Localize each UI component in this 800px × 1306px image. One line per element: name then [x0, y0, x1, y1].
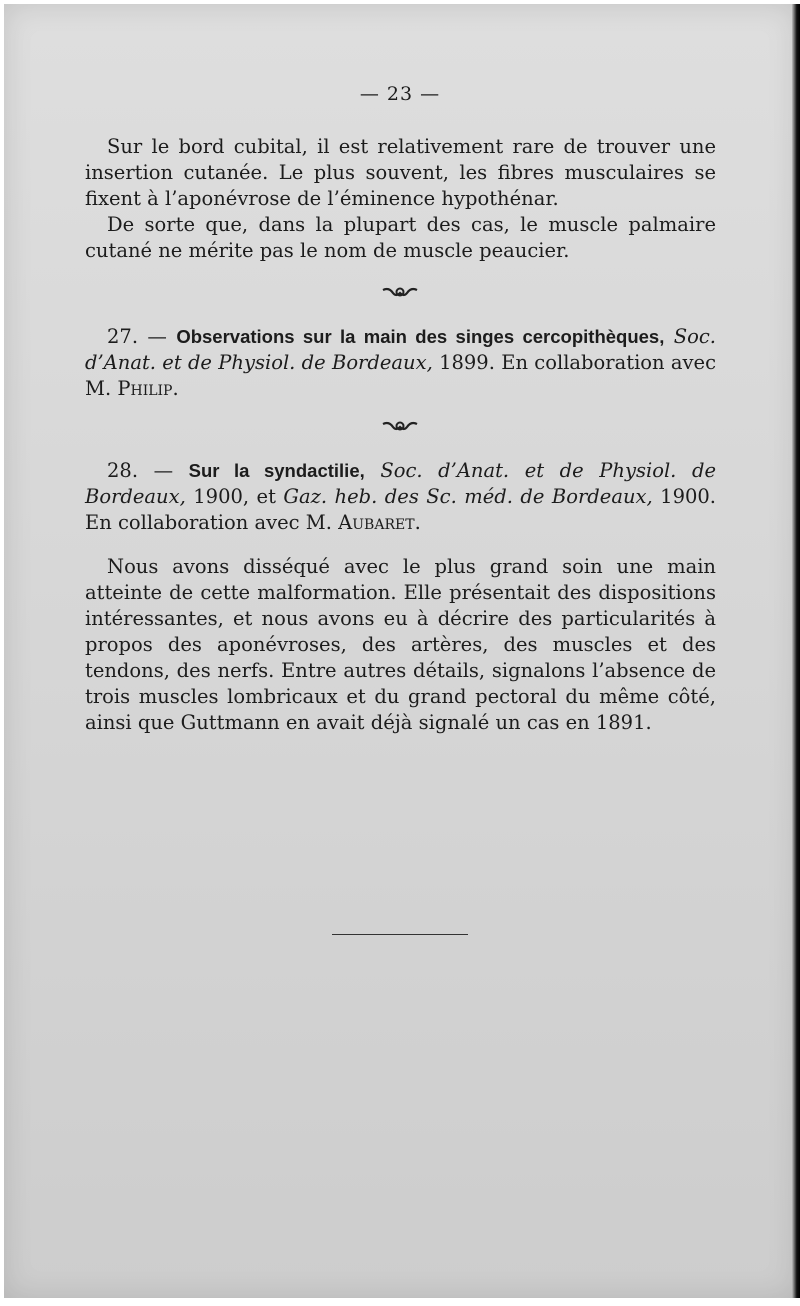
- entry-28-author: Aubaret: [338, 511, 415, 534]
- entry-28-journal2: Gaz. heb. des Sc. méd. de Bordeaux,: [283, 485, 653, 508]
- entry-27-rest: 1899. En collaboration avec M.: [85, 351, 716, 400]
- entry-27-author: Philip: [117, 377, 173, 400]
- intro-text: [85, 134, 716, 264]
- paragraph-3: Nous avons disséqué avec le plus grand soin une main atteinte de cette malformation. Elle présentait des dispositions intéressantes, et nous avons eu à décrire des particularités à propos des aponévroses, des artères, des muscles et des tendons, des nerfs. Entre autres détails, signalons l’absence de trois muscles lombricaux et du grand pectoral du même côté, ainsi que Guttmann en avait déjà signalé un cas en 1891.: [85, 555, 716, 734]
- entry-28-journal: Soc. d’Anat. et de Physiol. de Bordeaux,: [85, 459, 716, 508]
- ornament-2-icon: [4, 416, 796, 440]
- entry-28-mid: 1900, et: [185, 485, 284, 508]
- ornament-1-icon: [4, 282, 796, 306]
- page-edge: [792, 4, 800, 1298]
- document-page: [4, 4, 796, 1298]
- entry-27-title: Observations sur la main des singes cercopithèques,: [176, 326, 665, 347]
- entry-28-end: .: [414, 511, 421, 534]
- paragraph-1: Sur le bord cubital, il est relativement rare de trouver une insertion cutanée. Le plus souvent, les fibres musculaires se fixent à l’aponévrose de l’éminence hypothénar.: [85, 135, 716, 210]
- paragraph-2: De sorte que, dans la plupart des cas, le muscle palmaire cutané ne mérite pas le nom de muscle peaucier.: [85, 213, 716, 262]
- body-text: [85, 554, 716, 736]
- entry-28-rest: 1900. En collaboration avec M.: [85, 485, 716, 534]
- end-rule: [332, 934, 468, 935]
- entry-28-title: Sur la syndactilie,: [188, 460, 365, 481]
- entry-27-number: 27. —: [107, 325, 177, 348]
- entry-28: [85, 458, 716, 536]
- page-number: — 23 —: [359, 83, 441, 105]
- entry-28-number: 28. —: [107, 459, 189, 482]
- entry-27-end: .: [172, 377, 179, 400]
- entry-27-journal: Soc. d’Anat. et de Physiol. de Bordeaux,: [85, 325, 716, 374]
- entry-27: [85, 324, 716, 402]
